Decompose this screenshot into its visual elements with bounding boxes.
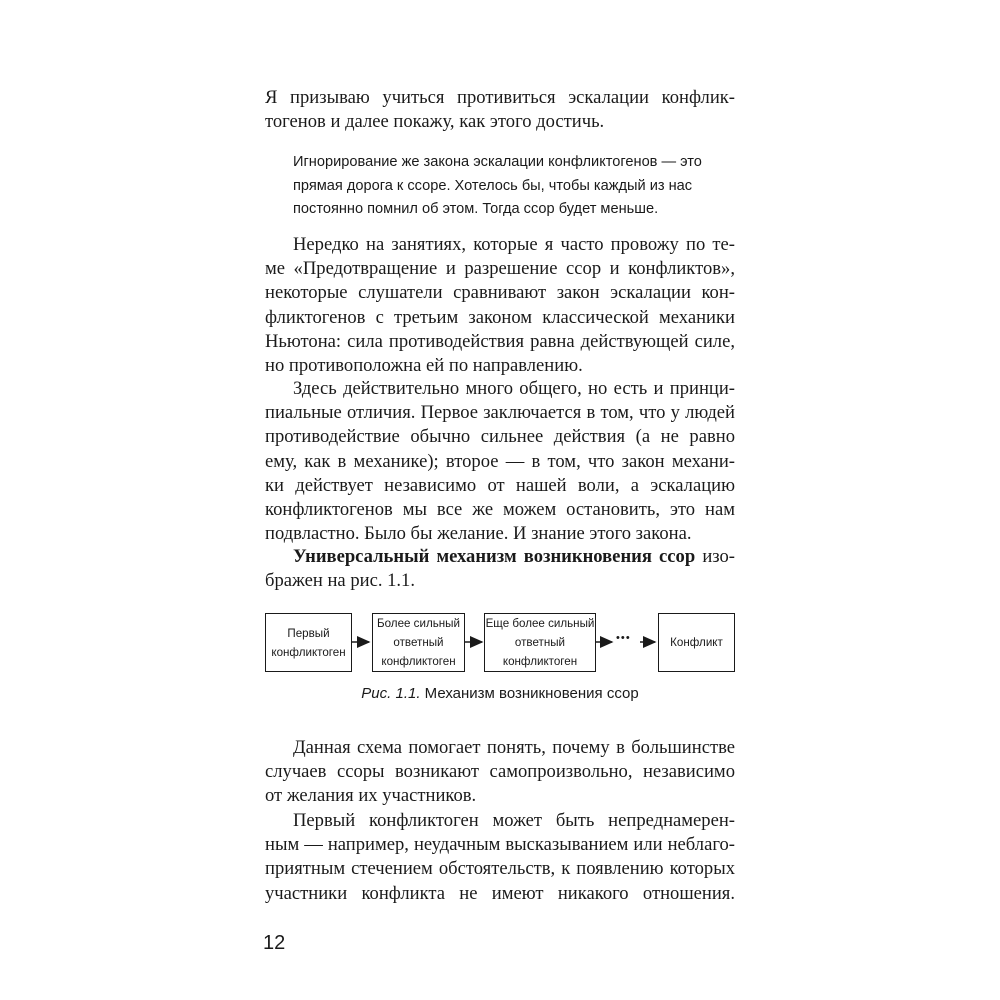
text-line: Первый конфликтоген может быть непреднамерен- — [293, 810, 735, 831]
text-line: ки действует независимо от нашей воли, а эскалацию — [265, 474, 735, 496]
text-line: пиальные отличия. Первое заключается в том, что у людей — [265, 402, 735, 424]
diagram-ellipsis: • • • — [616, 632, 629, 644]
page-number: 12 — [263, 932, 286, 954]
paragraph-newton-comparison — [265, 233, 735, 378]
text-line: Здесь действительно много общего, но есть и принци- — [293, 378, 735, 399]
text-line: Ньютона: сила противодействия равна действующей силе, — [265, 330, 735, 352]
text-line: участники конфликта не имеют никакого отношения. — [265, 882, 735, 904]
box-label-line: Конфликт — [670, 636, 723, 649]
text-line: Я призываю учиться противиться эскалации конфлик- — [265, 87, 735, 108]
paragraph-mechanism-intro — [265, 545, 735, 593]
text-line: тогенов и далее покажу, как этого достичь. — [265, 111, 605, 133]
figure-caption — [265, 684, 735, 704]
text-line: случаев ссоры возникают самопроизвольно, независимо — [265, 761, 735, 783]
caption-text: Механизм возникновения ссор — [420, 685, 639, 702]
diagram-box-first-conflictogen — [265, 613, 352, 672]
box-label-line: Первый — [287, 626, 330, 640]
diagram-box-stronger-response — [372, 613, 465, 672]
text-line: постоянно помнил об этом. Тогда ссор будет меньше. — [293, 201, 659, 217]
paragraph-first-conflictogen — [265, 809, 735, 906]
text-line: Нередко на занятиях, которые я часто провожу по те- — [293, 234, 735, 255]
paragraph-scheme-explanation — [265, 736, 735, 809]
text-line: ему, как в механике); второе — в том, что закон механи- — [265, 450, 735, 472]
text-line: противодействие обычно сильнее действия (а не равно — [265, 426, 735, 448]
text-line: Данная схема помогает понять, почему в большинстве — [293, 737, 735, 758]
box-label-line: конфликтоген — [381, 655, 456, 668]
text-line: Игнорирование же закона эскалации конфликтогенов — это — [293, 154, 702, 170]
box-label-line: конфликтоген — [502, 655, 578, 668]
text-line: некоторые слушатели сравнивают закон эскалации кон- — [265, 282, 735, 304]
text-line: фликтогенов с третьим законом классической механики — [265, 306, 735, 328]
box-label-line: Еще более сильный — [485, 617, 595, 630]
paragraph-differences — [265, 377, 735, 546]
diagram-box-even-stronger-response — [484, 613, 596, 672]
diagram-box-conflict — [658, 613, 735, 672]
box-label-line: ответный — [514, 636, 566, 649]
highlighted-statement — [293, 151, 733, 222]
box-label-line: ответный — [393, 636, 444, 649]
text-line: приятным стечением обстоятельств, к появлению которых — [265, 858, 735, 880]
text-line: подвластно. Было бы желание. И знание этого закона. — [265, 523, 692, 545]
bold-term: Универсальный механизм возникновения ссор — [293, 546, 696, 567]
text-line — [265, 545, 735, 569]
text-line: прямая дорога к ссоре. Хотелось бы, чтобы каждый из нас — [293, 177, 693, 194]
box-label-line: конфликтоген — [271, 645, 346, 659]
text-fragment: изо- — [695, 546, 736, 567]
box-label-line: Более сильный — [377, 617, 460, 630]
text-line: но противоположна ей по направлению. — [265, 355, 583, 377]
paragraph-intro — [265, 86, 735, 134]
caption-label: Рис. 1.1. — [361, 685, 421, 702]
text-line: от желания их участников. — [265, 785, 477, 807]
text-line: ным — например, неудачным высказыванием или неблаго- — [265, 834, 735, 856]
text-line: ме «Предотвращение и разрешение ссор и конфликтов», — [265, 258, 735, 280]
text-line: конфликтогенов мы все же можем остановить, это нам — [265, 499, 735, 521]
text-line: бражен на рис. 1.1. — [265, 570, 416, 592]
